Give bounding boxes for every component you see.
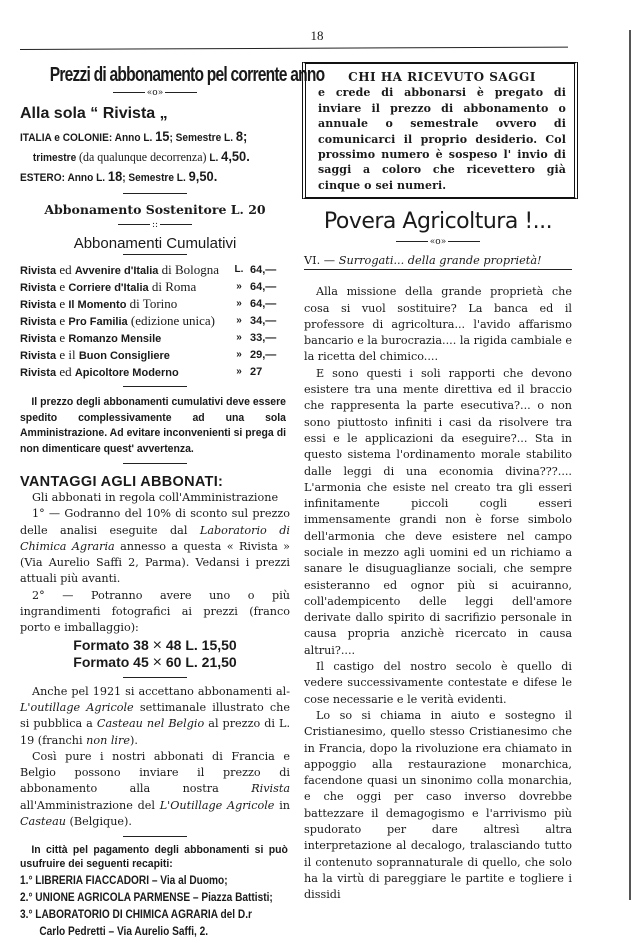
- cumulativi-amount: 64,—: [250, 297, 277, 310]
- cumulativi-row: [20, 346, 284, 363]
- cumulativi-label: Rivista e Il Momento di Torino: [20, 295, 178, 311]
- article-paragraph: E sono questi i soli rapporti che devono esistere tra una mente direttiva ed il braccio che rappresenta la parte esecutiva?... o non sono piuttosto infiniti i casi da risolvere tra essi e le applicazioni da eseguire?... Sta in questo sistema l'ordinamento morale stabilito dalle leggi di una economia divina???.... L'armonia che esiste nel creato tra gli esseri infinitamente piccoli cogli esseri immensamente grandi non è forse simbolo dell'armonia che deve esistere nel campo sociale in mezzo agli uomini ed un richiamo a sanare le disuguaglianze sociali, che sempre esisteranno ed ognor più si acuiranno, coll'adempicento delle leggi dell'amore derivate dallo spirito di sacrifizio personale in causa propria anzichè ricercato in causa altrui?....: [304, 366, 572, 657]
- price-estero: ESTERO: Anno L. 18; Semestre L. 9,50.: [20, 168, 218, 184]
- page-number: 18: [310, 28, 324, 43]
- notice-box: [302, 62, 578, 199]
- rivista-heading: Alla sola “ Rivista „: [20, 105, 168, 122]
- ornament: «o»: [20, 87, 290, 99]
- article-paragraph: Il castigo del nostro secolo è quello di vedere successivamente contestate e difese le cose necessarie e le verità evidenti.: [304, 660, 572, 706]
- notice-title: CHI HA RICEVUTO SAGGI: [348, 70, 536, 84]
- ornament: «o»: [304, 236, 572, 248]
- recapito-item: 1.° LIBRERIA FIACCADORI – Via al Duomo;: [20, 875, 228, 888]
- article-paragraph: Alla missione della grande proprietà che cosa si vuol sostituire? La banca ed il professore di agricoltura... l'avido affarismo bancario e la burocrazia.... la rigida cambiale e la ricetta del chimico....: [304, 285, 573, 364]
- cumulativi-symbol: »: [236, 349, 242, 360]
- cumulativi-symbol: L.: [234, 264, 244, 275]
- cumulativi-row: [20, 363, 284, 380]
- cumulativi-amount: 34,—: [250, 314, 277, 327]
- cumulativi-table: [20, 261, 284, 380]
- page-edge-rule: [629, 30, 631, 900]
- recapito-item: Carlo Pedretti – Via Aurelio Saffi, 2.: [39, 926, 209, 939]
- recapito-item: 3.° LABORATORIO DI CHIMICA AGRARIA del D.r: [20, 909, 252, 922]
- cumulativi-symbol: »: [236, 281, 242, 292]
- cumulativi-symbol: »: [236, 366, 242, 377]
- cumulativi-row: [20, 312, 284, 329]
- notice-body: e crede di abbonarsi è pregato di inviare il prezzo di abbonamento o annuale o semestrale ovvero di comunicarci il proprio desiderio. Col prossimo numero è sospeso l' invio di saggi a coloro che ricevettero già cinque o sei numeri.: [318, 86, 566, 192]
- formato-row: Formato 38 × 48 L. 15,50: [73, 636, 237, 654]
- recapito-item: 2.° UNIONE AGRICOLA PARMENSE – Piazza Battisti;: [20, 892, 273, 905]
- cumulativi-label: Rivista e Pro Familia (edizione unica): [20, 312, 215, 328]
- article-paragraph: Lo so si chiama in aiuto e sostegno il Cristianesimo, quello stesso Cristianesimo che in Francia, dopo la rivoluzione era chiamato in appoggio alla restaurazione monarchica, facendone quasi un sinonimo colla monarchia, e che oggi per caso inverso dovrebbe battezzare il demagogismo e l'arrivismo più spudorato per dare altresì altra interpretazione al decalogo, tralasciando tutto il contenuto soprannaturale di quello, che solo ha la virtù di pareggiare le partite e togliere i dissidi: [304, 708, 572, 902]
- cumulativi-symbol: »: [236, 332, 242, 343]
- vantaggi-item-2: 2° — Potranno avere uno o più ingrandimenti fotografici ai prezzi (franco porto e imballaggio):: [20, 588, 290, 635]
- divider: [123, 386, 187, 387]
- cumulativi-label: Rivista e Corriere d'Italia di Roma: [20, 278, 197, 294]
- cumulativi-amount: 27: [250, 365, 263, 378]
- cumulativi-label: Rivista ed Avvenire d'Italia di Bologna: [20, 261, 220, 277]
- right-column: [304, 62, 572, 904]
- cumulativi-label: Rivista e Romanzo Mensile: [20, 329, 162, 345]
- recapiti-intro: In città pel pagamento degli abbonamenti si può usufruire dei seguenti recapiti:: [20, 844, 288, 871]
- left-column: [20, 62, 325, 941]
- cumulativi-note: Il prezzo degli abbonamenti cumulativi deve essere spedito complessivamente ad una sola Amministrazione. Ad evitare inconvenienti si prega di non dimenticare quest' avvertenza.: [20, 396, 287, 455]
- cumulativi-row: [20, 278, 284, 295]
- article-title: Povera Agricoltura !...: [323, 209, 553, 235]
- formato-row: Formato 45 × 60 L. 21,50: [73, 653, 237, 671]
- cumulativi-amount: 64,—: [250, 280, 277, 293]
- cumulativi-row: [20, 261, 284, 278]
- cumulativi-label: Rivista e il Buon Consigliere: [20, 346, 170, 362]
- cumulativi-label: Rivista ed Apicoltore Moderno: [20, 363, 179, 379]
- cumulativi-amount: 64,—: [250, 263, 277, 276]
- cumulativi-heading: Abbonamenti Cumulativi: [73, 235, 237, 252]
- cumulativi-symbol: »: [236, 315, 242, 326]
- cumulativi-row: [20, 295, 284, 312]
- article-subtitle: VI. — Surrogati... della grande proprietà!: [304, 254, 572, 270]
- cumulativi-symbol: »: [236, 298, 242, 309]
- divider: [123, 254, 187, 255]
- divider: [123, 836, 187, 837]
- sostenitore-heading: Abbonamento Sostenitore L. 20: [44, 202, 266, 217]
- outillage-paragraph-2: Così pure i nostri abbonati di Francia e Belgio possono inviare il prezzo di abbonamento alla nostra Rivista all'Amministrazione del L'Outillage Agricole in Casteau (Belgique).: [20, 749, 290, 829]
- cumulativi-amount: 33,—: [250, 331, 277, 344]
- outillage-paragraph-1: Anche pel 1921 si accettano abbonamenti al- L'outillage Agricole settimanale illustrato che si pubblica a Casteau nel Belgio al prezzo di L. 19 (franchi non lire).: [20, 684, 291, 747]
- cumulativi-row: [20, 329, 284, 346]
- ornament: ::: [20, 219, 290, 231]
- divider: [123, 463, 187, 464]
- vantaggi-intro: Gli abbonati in regola coll'Amministrazione: [32, 491, 279, 504]
- cumulativi-amount: 29,—: [250, 348, 277, 361]
- header-rule: [20, 47, 568, 50]
- price-italia: ITALIA e COLONIE: Anno L. 15; Semestre L. 8;: [20, 128, 248, 144]
- divider: [123, 193, 187, 194]
- prices-title: Prezzi di abbonamento pel corrente anno: [49, 64, 325, 86]
- divider: [123, 677, 187, 678]
- price-trimestre: trimestre (da qualunque decorrenza) L. 4,50.: [32, 148, 250, 164]
- vantaggi-heading: VANTAGGI AGLI ABBONATI:: [20, 474, 224, 490]
- vantaggi-item-1: 1° — Godranno del 10% di sconto sul prezzo delle analisi eseguite dal Laboratorio di Chimica Agraria annesso a questa « Rivista » (Via Aurelio Saffi 2, Parma). Vedansi i prezzi attuali più avanti.: [20, 507, 290, 586]
